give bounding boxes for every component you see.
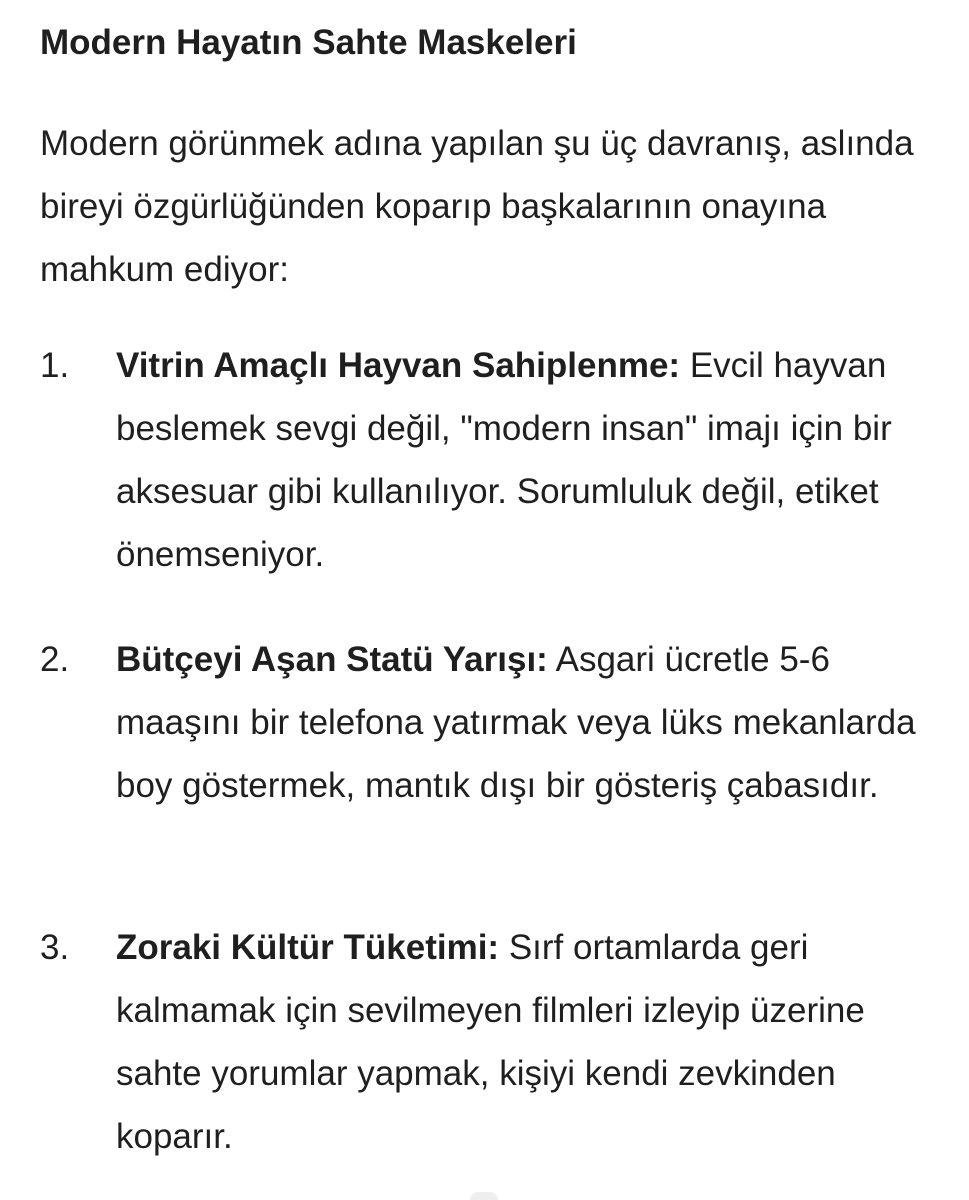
list-item-number: 2. xyxy=(40,640,70,679)
list-item-number: 1. xyxy=(40,346,70,385)
list-item-text: Evcil hayvan beslemek sevgi değil, "modern insan" imajı için bir aksesuar gibi kullanılıyor. Sorumluluk değil, etiket önemseniyor. xyxy=(116,346,892,574)
list-item-term: Zoraki Kültür Tüketimi: xyxy=(116,928,500,967)
document-title: Modern Hayatın Sahte Maskeleri xyxy=(40,23,577,62)
list-item-content xyxy=(116,916,936,1168)
list-item-term: Vitrin Amaçlı Hayvan Sahiplenme: xyxy=(116,346,681,385)
list-item-text: Asgari ücretle 5-6 maaşını bir telefona yatırmak veya lüks mekanlarda boy göstermek, mantık dışı bir gösteriş çabasıdır. xyxy=(116,640,916,805)
list-item-content xyxy=(116,334,936,586)
list-item-content xyxy=(116,628,936,817)
scroll-edge-indicator xyxy=(470,1192,498,1200)
list-item-number: 3. xyxy=(40,928,70,967)
intro-paragraph: Modern görünmek adına yapılan şu üç davranış, aslında bireyi özgürlüğünden koparıp başkalarının onayına mahkum ediyor: xyxy=(40,124,914,289)
list-item-term: Bütçeyi Aşan Statü Yarışı: xyxy=(116,640,548,679)
list-item-text: Sırf ortamlarda geri kalmamak için sevilmeyen filmleri izleyip üzerine sahte yorumlar yapmak, kişiyi kendi zevkinden koparır. xyxy=(116,928,865,1156)
